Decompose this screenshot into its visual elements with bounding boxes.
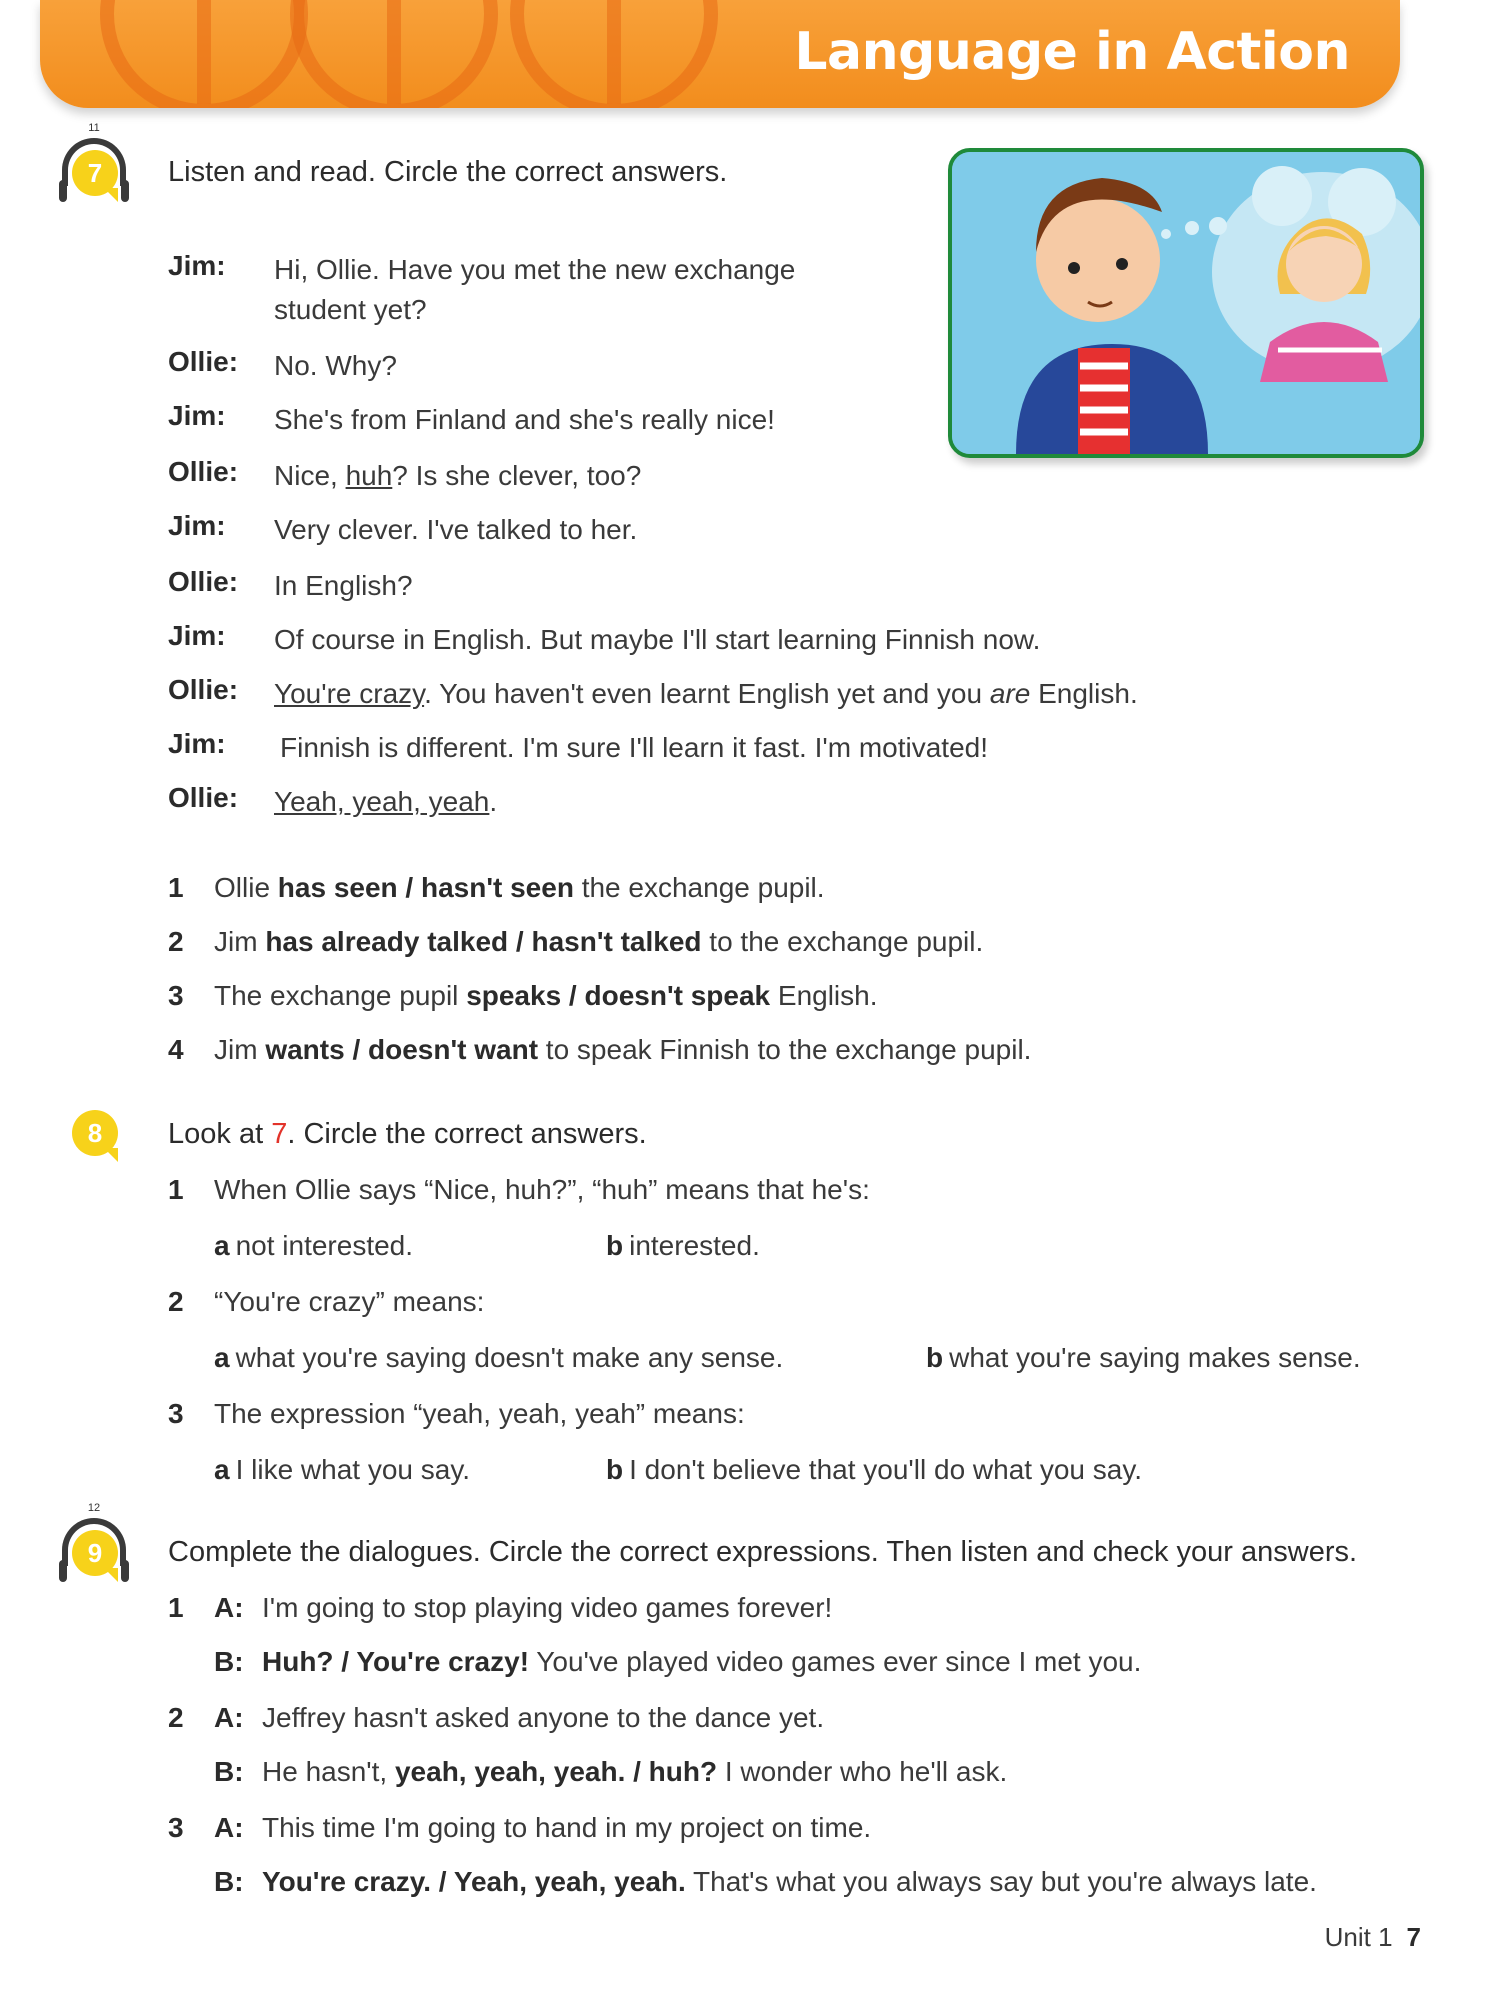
- question-text-part: the exchange pupil.: [573, 872, 825, 903]
- option-letter: a: [214, 1342, 230, 1373]
- speaker-name: Jim:: [168, 620, 226, 651]
- speaker-b-line: [262, 1646, 1141, 1678]
- answer-option-a[interactable]: [214, 1454, 470, 1486]
- option-text: what you're saying makes sense.: [949, 1342, 1361, 1373]
- globe-decoration-icon: [100, 0, 308, 108]
- unit-label: Unit 1: [1324, 1922, 1393, 1952]
- globe-decoration-icon: [510, 0, 718, 108]
- page-number: 7: [1406, 1922, 1421, 1952]
- question-number: 1: [168, 1592, 184, 1623]
- question-text: “You're crazy” means:: [214, 1286, 485, 1317]
- dialogue-text: [274, 674, 1224, 714]
- question-text-part: to the exchange pupil.: [701, 926, 984, 957]
- question-text: When Ollie says “Nice, huh?”, “huh” means that he's:: [214, 1174, 870, 1205]
- answer-option-b[interactable]: [926, 1342, 1361, 1374]
- question-text-part: Jim: [214, 1034, 266, 1065]
- question-text: The expression “yeah, yeah, yeah” means:: [214, 1398, 745, 1429]
- dialogue-text-part: Nice,: [274, 460, 346, 491]
- answer-option-a[interactable]: [214, 1342, 783, 1374]
- speaker-name: Jim:: [168, 400, 226, 431]
- instruction-text: . Circle the correct answers.: [287, 1118, 647, 1150]
- speaker-name: Ollie:: [168, 346, 239, 377]
- exercise-number-badge: 9: [72, 1530, 118, 1576]
- speaker-a-line: This time I'm going to hand in my project on time.: [262, 1812, 872, 1843]
- dialogue-text-part: He hasn't,: [262, 1756, 395, 1787]
- question-text: [214, 980, 878, 1012]
- exercise-reference-link[interactable]: 7: [271, 1118, 288, 1150]
- track-number: 12: [87, 1502, 101, 1514]
- question-number: 1: [168, 1174, 184, 1205]
- speaker-b-line: [262, 1756, 1007, 1788]
- dialogue-text-part: . You haven't even learnt English yet and you: [424, 678, 990, 709]
- question-number: 3: [168, 1812, 184, 1843]
- answer-option-b[interactable]: [606, 1454, 1142, 1486]
- speaker-name: Ollie:: [168, 566, 239, 597]
- dialogue-text-part: That's what you always say but you're always late.: [685, 1866, 1317, 1897]
- speaker-name: Ollie:: [168, 456, 239, 487]
- question-number: 4: [168, 1034, 184, 1065]
- question-text-part: The exchange pupil: [214, 980, 467, 1011]
- expression-choices[interactable]: Huh? / You're crazy!: [262, 1646, 530, 1677]
- answer-option-a[interactable]: [214, 1230, 413, 1262]
- speaker-name: Ollie:: [168, 674, 239, 705]
- answer-choices[interactable]: speaks / doesn't speak: [466, 980, 771, 1011]
- exercise-instruction: Listen and read. Circle the correct answers.: [168, 156, 728, 188]
- speaker-a-label: A:: [214, 1592, 244, 1623]
- speaker-name: Jim:: [168, 728, 226, 759]
- header-banner: [40, 0, 1400, 108]
- dialogue-text-part: English.: [1030, 678, 1138, 709]
- question-number: 2: [168, 1286, 184, 1317]
- question-text-part: English.: [770, 980, 878, 1011]
- option-letter: b: [926, 1342, 944, 1373]
- question-text: [214, 1034, 1031, 1066]
- speaker-name: Jim:: [168, 250, 226, 281]
- dialogue-text: Hi, Ollie. Have you met the new exchange student yet?: [274, 254, 796, 325]
- answer-choices[interactable]: has seen / hasn't seen: [277, 872, 574, 903]
- dialogue-text-part: .: [489, 786, 498, 817]
- speaker-a-label: A:: [214, 1812, 244, 1843]
- speaker-a-label: A:: [214, 1702, 244, 1733]
- dialogue-text: In English?: [274, 570, 413, 601]
- instruction-text: Look at: [168, 1118, 272, 1150]
- answer-option-b[interactable]: [606, 1230, 760, 1262]
- emphasis-word: are: [989, 678, 1031, 709]
- question-text-part: Ollie: [214, 872, 278, 903]
- expression-choices[interactable]: yeah, yeah, yeah. / huh?: [394, 1756, 718, 1787]
- option-text: what you're saying doesn't make any sense.: [235, 1342, 784, 1373]
- dialogue-text: [274, 456, 1224, 496]
- track-number: 11: [88, 122, 100, 134]
- speaker-name: Jim:: [168, 510, 226, 541]
- exercise-instruction: [168, 1118, 647, 1151]
- question-number: 2: [168, 926, 184, 957]
- speaker-b-label: B:: [214, 1756, 244, 1787]
- underlined-expression: You're crazy: [274, 678, 425, 709]
- exercise-number-badge: 8: [72, 1110, 118, 1156]
- option-letter: a: [214, 1230, 230, 1261]
- speaker-name: Ollie:: [168, 782, 239, 813]
- underlined-expression: huh: [345, 460, 393, 491]
- speaker-b-label: B:: [214, 1866, 244, 1897]
- dialogue-text: No. Why?: [274, 350, 397, 381]
- option-text: I like what you say.: [235, 1454, 471, 1485]
- underlined-expression: Yeah, yeah, yeah: [274, 786, 490, 817]
- speaker-a-line: Jeffrey hasn't asked anyone to the dance yet.: [262, 1702, 825, 1733]
- dialogue-text-part: ? Is she clever, too?: [392, 460, 642, 491]
- option-text: interested.: [629, 1230, 760, 1261]
- question-number: 1: [168, 872, 184, 903]
- dialogue-text-part: You've played video games ever since I met you.: [529, 1646, 1142, 1677]
- question-number: 3: [168, 980, 184, 1011]
- dialogue-text: [274, 782, 1224, 822]
- answer-choices[interactable]: wants / doesn't want: [265, 1034, 539, 1065]
- expression-choices[interactable]: You're crazy. / Yeah, yeah, yeah.: [262, 1866, 686, 1897]
- dialogue-text: Of course in English. But maybe I'll start learning Finnish now.: [274, 624, 1041, 655]
- page-title: Language in Action: [794, 22, 1350, 82]
- question-text: [214, 926, 983, 958]
- speaker-b-line: [262, 1866, 1317, 1898]
- option-letter: a: [214, 1454, 230, 1485]
- question-text-part: Jim: [214, 926, 266, 957]
- speaker-b-label: B:: [214, 1646, 244, 1677]
- option-text: I don't believe that you'll do what you say.: [629, 1454, 1143, 1485]
- question-text: [214, 872, 825, 904]
- option-letter: b: [606, 1230, 624, 1261]
- option-letter: b: [606, 1454, 624, 1485]
- dialogue-text: Very clever. I've talked to her.: [274, 514, 638, 545]
- dialogue-text-part: I wonder who he'll ask.: [717, 1756, 1008, 1787]
- page-footer: [1325, 1922, 1421, 1953]
- question-number: 2: [168, 1702, 184, 1733]
- option-text: not interested.: [235, 1230, 414, 1261]
- question-text-part: to speak Finnish to the exchange pupil.: [538, 1034, 1032, 1065]
- speaker-a-line: I'm going to stop playing video games forever!: [262, 1592, 833, 1623]
- question-number: 3: [168, 1398, 184, 1429]
- exercise-number-badge: 7: [72, 150, 118, 196]
- dialogue-text: Finnish is different. I'm sure I'll learn it fast. I'm motivated!: [280, 732, 988, 763]
- globe-decoration-icon: [290, 0, 498, 108]
- dialogue-text: She's from Finland and she's really nice!: [274, 404, 775, 435]
- exercise-instruction: Complete the dialogues. Circle the correct expressions. Then listen and check your answers.: [168, 1536, 1358, 1568]
- answer-choices[interactable]: has already talked / hasn't talked: [265, 926, 702, 957]
